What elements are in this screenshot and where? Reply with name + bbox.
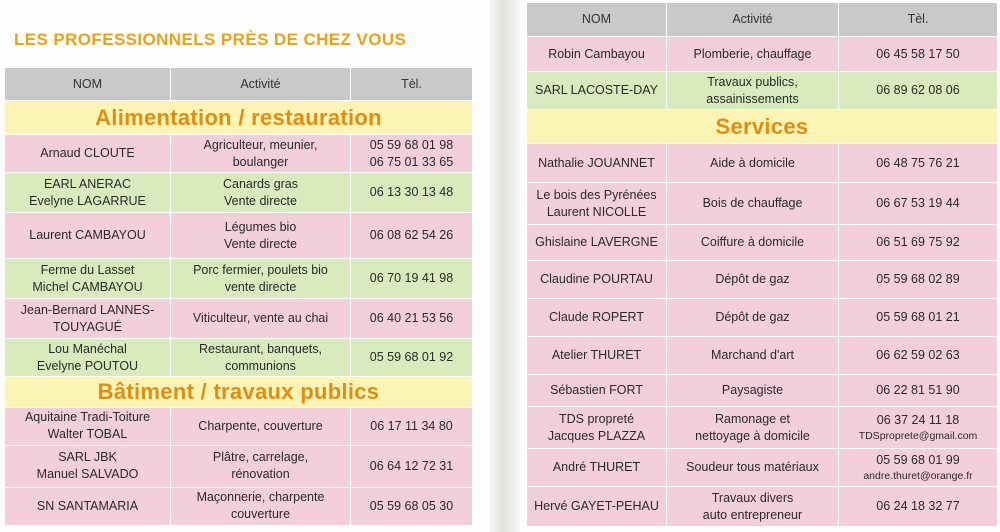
tel-cell — [839, 375, 998, 407]
name-text: Atelier THURET — [551, 348, 642, 363]
name-text: Robin Cambayou — [548, 46, 645, 61]
tel-text: 06 64 12 72 31 — [369, 458, 454, 473]
tel-text: 06 51 69 75 92 — [876, 235, 960, 250]
activity-text: assainissements — [706, 91, 799, 106]
name-text: Claudine POURTAU — [540, 272, 653, 287]
activity-text: Vente directe — [224, 193, 297, 208]
header-row — [527, 3, 998, 37]
name-text: Evelyne POUTOU — [36, 358, 139, 373]
tel-cell — [351, 135, 473, 173]
activity-cell — [171, 445, 351, 487]
tel-text: 06 17 11 34 80 — [370, 418, 453, 433]
name-text: TOUYAGUÉ — [53, 319, 122, 334]
name-text: Ferme du Lasset — [40, 262, 135, 277]
name-text: Hervé GAYET-PEHAU — [534, 499, 659, 514]
name-text: TDS propreté — [558, 411, 635, 426]
table-row — [5, 213, 473, 259]
name-text: Aquitaine Tradi-Toiture — [24, 410, 151, 425]
tel-text: 05 59 68 01 98 — [369, 137, 454, 152]
activity-cell — [667, 144, 839, 183]
tel-cell — [839, 183, 998, 225]
name-text: SN SANTAMARIA — [36, 498, 139, 513]
section-row — [527, 110, 998, 144]
activity-cell — [171, 135, 351, 173]
activity-text: Plomberie, chauffage — [693, 46, 812, 61]
tel-text: 05 59 68 01 99 — [876, 452, 960, 467]
activity-cell — [667, 183, 839, 225]
name-cell — [527, 183, 667, 225]
email-text: TDSproprete@gmail.com — [858, 429, 978, 442]
tel-cell — [839, 72, 998, 110]
activity-text: vente directe — [224, 279, 297, 294]
name-cell — [527, 144, 667, 183]
section-title-alimentation: Alimentation / restauration — [5, 101, 473, 135]
table-row — [527, 144, 998, 183]
name-text: Laurent NICOLLE — [546, 204, 647, 219]
activity-cell — [171, 339, 351, 377]
activity-text: Soudeur tous matériaux — [686, 460, 819, 475]
tel-text: 05 59 68 01 21 — [876, 310, 960, 325]
name-text: Le bois des Pyrénées — [536, 187, 657, 202]
activity-text: Plâtre, carrelage, — [212, 450, 309, 465]
activity-cell — [667, 407, 839, 449]
section-title-services: Services — [527, 110, 998, 144]
activity-text: Canards gras — [222, 176, 299, 191]
name-text: Evelyne LAGARRUE — [29, 193, 146, 208]
name-cell — [5, 299, 171, 339]
name-cell — [527, 337, 667, 375]
tel-cell — [839, 487, 998, 527]
table-row — [5, 299, 473, 339]
table-row — [527, 183, 998, 225]
header-row — [5, 68, 473, 101]
name-text: Claude ROPERT — [549, 310, 644, 325]
name-cell — [5, 135, 171, 173]
page-title: LES PROFESSIONNELS PRÈS DE CHEZ VOUS — [14, 30, 407, 49]
tel-text: 06 37 24 11 18 — [876, 412, 960, 427]
activity-cell — [667, 375, 839, 407]
header-activite: Activité — [171, 68, 351, 101]
activity-text: Restaurant, banquets, — [199, 341, 322, 356]
activity-text: auto entrepreneur — [702, 507, 803, 522]
name-text: Michel CAMBAYOU — [32, 279, 143, 294]
left-directory-table — [4, 67, 473, 526]
section-row — [5, 101, 473, 135]
activity-cell — [667, 225, 839, 261]
name-cell — [5, 259, 171, 299]
table-row — [5, 407, 473, 445]
name-text: Nathalie JOUANNET — [538, 155, 655, 170]
tel-text: 06 75 01 33 65 — [369, 154, 454, 169]
tel-text: 06 70 19 41 98 — [369, 271, 454, 286]
tel-text: 05 59 68 05 30 — [369, 498, 454, 513]
tel-cell — [839, 37, 998, 72]
tel-cell — [839, 337, 998, 375]
tel-text: 06 13 30 13 48 — [369, 185, 454, 200]
tel-cell — [351, 173, 473, 213]
book-gutter — [490, 0, 520, 532]
tel-cell — [351, 339, 473, 377]
tel-text: 06 62 59 02 63 — [876, 348, 960, 363]
header-tel: Tèl. — [351, 68, 473, 101]
name-text: Walter TOBAL — [47, 427, 128, 442]
name-cell — [527, 261, 667, 299]
tel-cell — [351, 445, 473, 487]
right-directory-table — [526, 2, 998, 527]
table-row — [527, 407, 998, 449]
activity-text: communions — [225, 358, 296, 373]
table-row — [527, 225, 998, 261]
section-row — [5, 377, 473, 408]
name-cell — [527, 299, 667, 337]
tel-cell — [351, 259, 473, 299]
activity-cell — [667, 37, 839, 72]
tel-text: 05 59 68 02 89 — [876, 272, 960, 287]
name-cell — [527, 37, 667, 72]
name-cell — [5, 339, 171, 377]
activity-cell — [667, 337, 839, 375]
header-nom: NOM — [5, 68, 171, 101]
name-cell — [5, 213, 171, 259]
activity-cell — [171, 259, 351, 299]
section-title-batiment: Bâtiment / travaux publics — [5, 377, 473, 408]
name-text: André THURET — [552, 460, 641, 475]
tel-cell — [839, 407, 998, 449]
email-text: andre.thuret@orange.fr — [863, 469, 973, 482]
tel-cell — [839, 225, 998, 261]
table-row — [5, 445, 473, 487]
header-tel: Tèl. — [839, 3, 998, 37]
table-row — [5, 135, 473, 173]
table-row — [5, 339, 473, 377]
name-cell — [527, 487, 667, 527]
tel-cell — [351, 487, 473, 525]
activity-cell — [171, 299, 351, 339]
name-text: Arnaud CLOUTE — [40, 146, 135, 161]
tel-text: 06 89 62 08 06 — [876, 83, 960, 98]
name-cell — [527, 375, 667, 407]
activity-text: Marchand d'art — [711, 348, 794, 363]
activity-text: Travaux publics, — [707, 74, 798, 89]
activity-text: Maçonnerie, charpente — [196, 490, 325, 505]
tel-text: 06 22 81 51 90 — [876, 383, 960, 398]
table-row — [5, 487, 473, 525]
name-cell — [527, 225, 667, 261]
name-text: SARL LACOSTE-DAY — [535, 83, 658, 98]
table-row — [527, 37, 998, 72]
tel-text: 05 59 68 01 92 — [369, 350, 454, 365]
header-nom: NOM — [527, 3, 667, 37]
tel-cell — [839, 144, 998, 183]
name-text: Ghislaine LAVERGNE — [535, 235, 658, 250]
activity-text: Coiffure à domicile — [700, 235, 805, 250]
activity-text: Bois de chauffage — [702, 196, 803, 211]
activity-text: Paysagiste — [721, 383, 784, 398]
name-cell — [527, 72, 667, 110]
name-cell — [527, 449, 667, 487]
tel-cell — [351, 299, 473, 339]
table-row — [527, 375, 998, 407]
activity-text: Charpente, couverture — [198, 418, 323, 433]
activity-text: Ramonage et — [714, 411, 791, 426]
activity-cell — [667, 261, 839, 299]
activity-text: Vente directe — [224, 236, 297, 251]
table-row — [527, 449, 998, 487]
activity-text: Porc fermier, poulets bio — [193, 262, 328, 277]
name-cell — [5, 445, 171, 487]
tel-text: 06 48 75 76 21 — [876, 155, 960, 170]
tel-text: 06 08 62 54 26 — [369, 228, 454, 243]
table-row — [527, 487, 998, 527]
name-text: EARL ANERAC — [43, 176, 132, 191]
name-cell — [5, 173, 171, 213]
activity-text: Dépôt de gaz — [715, 272, 790, 287]
activity-cell — [667, 299, 839, 337]
activity-text: rénovation — [231, 467, 290, 482]
header-activite: Activité — [667, 3, 839, 37]
tel-text: 06 45 58 17 50 — [876, 46, 960, 61]
name-text: Jean-Bernard LANNES- — [20, 302, 155, 317]
activity-cell — [171, 487, 351, 525]
activity-cell — [171, 173, 351, 213]
activity-cell — [171, 213, 351, 259]
activity-cell — [667, 72, 839, 110]
name-cell — [527, 407, 667, 449]
name-text: Manuel SALVADO — [36, 467, 139, 482]
activity-text: Aide à domicile — [710, 155, 795, 170]
name-text: Laurent CAMBAYOU — [29, 228, 146, 243]
tel-cell — [839, 299, 998, 337]
tel-text: 06 24 18 32 77 — [876, 499, 960, 514]
table-row — [527, 299, 998, 337]
tel-cell — [351, 407, 473, 445]
activity-text: Légumes bio — [224, 219, 297, 234]
table-row — [527, 337, 998, 375]
activity-text: couverture — [230, 507, 291, 522]
name-text: Lou Manéchal — [48, 341, 127, 356]
activity-cell — [667, 487, 839, 527]
activity-cell — [171, 407, 351, 445]
activity-text: Viticulteur, vente au chai — [192, 311, 329, 326]
tel-text: 06 40 21 53 56 — [369, 311, 454, 326]
activity-text: Agriculteur, meunier, boulanger — [203, 137, 318, 169]
tel-cell — [839, 261, 998, 299]
name-text: Sébastien FORT — [550, 383, 643, 398]
activity-text: Dépôt de gaz — [715, 310, 790, 325]
table-row — [5, 173, 473, 213]
activity-text: Travaux divers — [711, 490, 794, 505]
name-text: Jacques PLAZZA — [547, 428, 646, 443]
table-row — [527, 72, 998, 110]
name-cell — [5, 487, 171, 525]
activity-cell — [667, 449, 839, 487]
tel-text: 06 67 53 19 44 — [876, 196, 960, 211]
left-page — [0, 0, 490, 532]
name-text: SARL JBK — [58, 450, 117, 465]
tel-cell — [351, 213, 473, 259]
tel-cell — [839, 449, 998, 487]
table-row — [527, 261, 998, 299]
activity-text: nettoyage à domicile — [695, 428, 810, 443]
name-cell — [5, 407, 171, 445]
table-row — [5, 259, 473, 299]
